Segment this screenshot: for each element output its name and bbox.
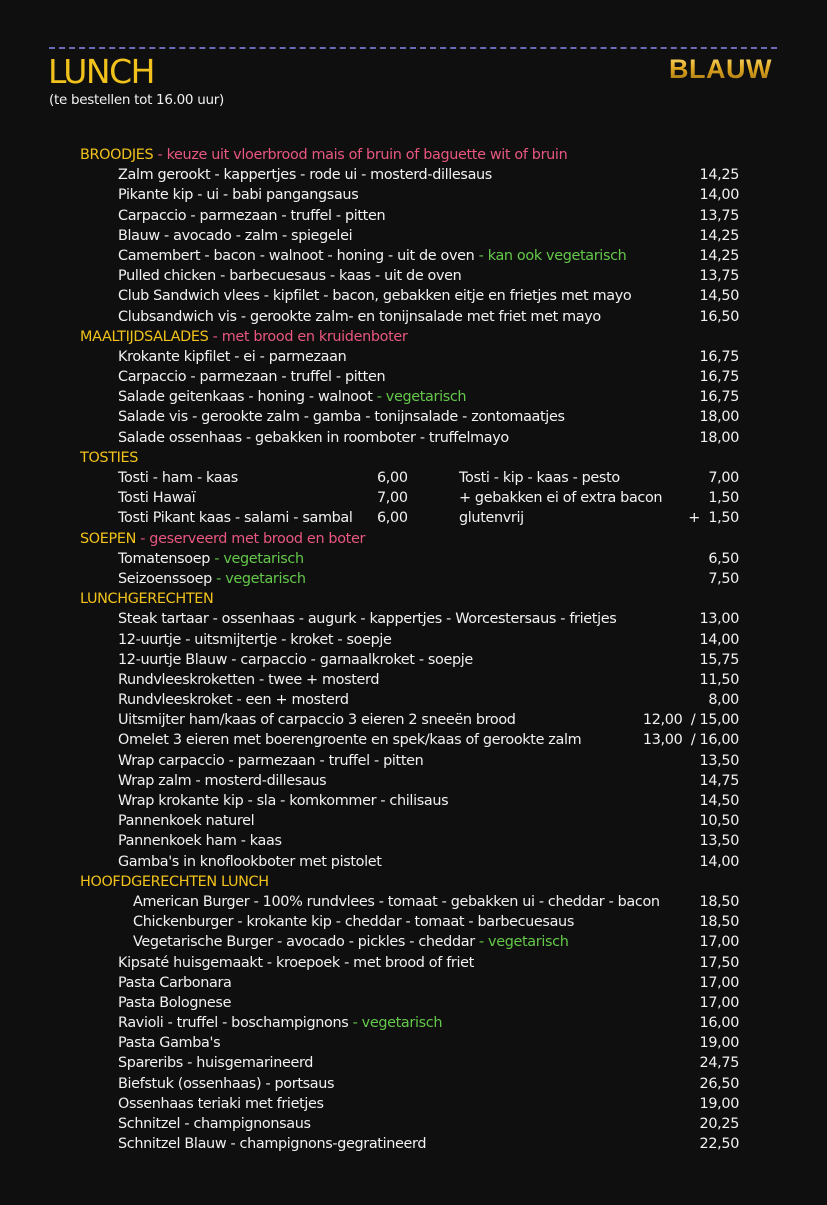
item-name: Rundvleeskroket - een + mosterd [118, 692, 349, 709]
menu-item [0, 630, 827, 650]
tosti-row [0, 468, 827, 488]
menu-item [0, 852, 827, 872]
item-price: 16,50 [699, 308, 739, 325]
category-lunchgerechten [0, 589, 827, 609]
item-name: Tomatensoep [118, 550, 211, 567]
item-name: Biefstuk (ossenhaas) - portsaus [118, 1075, 335, 1092]
item-name: Pasta Bolognese [118, 994, 232, 1011]
tosti-row [0, 488, 827, 508]
item-price: 26,50 [699, 1075, 739, 1092]
page-title: LUNCH [48, 52, 154, 91]
item-name: Carpaccio - parmezaan - truffel - pitten [118, 207, 386, 224]
menu-item [0, 1094, 827, 1114]
vegetarian-note: - vegetarisch [210, 550, 304, 567]
category-hoofdgerechten [0, 872, 827, 892]
item-name: Schnitzel - champignonsaus [118, 1116, 311, 1132]
item-name: Wrap krokante kip - sla - komkommer - chilisaus [118, 793, 449, 809]
item-name: Schnitzel Blauw - champignons-gegratineerd [118, 1136, 427, 1153]
item-name: Tosti Pikant kaas - salami - sambal [118, 510, 353, 527]
item-name: Seizoenssoep [118, 570, 212, 587]
menu-item [0, 387, 827, 407]
item-price: 22,50 [699, 1136, 739, 1153]
item-price: 17,00 [699, 974, 739, 991]
item-price: 15,75 [699, 651, 739, 668]
item-name: Pasta Gamba's [118, 1035, 221, 1052]
category-name: HOOFDGERECHTEN LUNCH [80, 873, 269, 890]
item-price: 8,00 [708, 692, 739, 709]
item-name: 12-uurtje - uitsmijtertje - kroket - soepje [118, 631, 392, 648]
category-maaltijdsalades [0, 327, 827, 347]
item-price: 18,50 [699, 914, 739, 931]
menu-item [0, 185, 827, 205]
menu-item [0, 730, 827, 750]
category-note: - geserveerd met brood en boter [136, 530, 366, 547]
item-price: 13,00 [699, 611, 739, 628]
item-price: 7,00 [377, 490, 408, 507]
menu-item [0, 569, 827, 589]
menu-item [0, 307, 827, 327]
menu-item [0, 266, 827, 286]
menu-item [0, 831, 827, 851]
menu-item [0, 407, 827, 427]
item-name: Club Sandwich vlees - kipfilet - bacon, gebakken eitje en frietjes met mayo [118, 288, 632, 305]
header-dashed-line [49, 47, 777, 49]
item-price: 16,75 [699, 348, 739, 365]
item-name: Kipsaté huisgemaakt - kroepoek - met brood of friet [118, 954, 474, 971]
menu-item [0, 1053, 827, 1073]
item-price: 19,00 [699, 1095, 739, 1112]
menu-item [0, 609, 827, 629]
item-price: + 1,50 [688, 510, 739, 527]
item-price: 14,00 [699, 853, 739, 870]
item-price: 13,50 [699, 752, 739, 769]
item-name: Clubsandwich vis - gerookte zalm- en tonijnsalade met friet met mayo [118, 308, 601, 325]
item-name: Tosti - kip - kaas - pesto [459, 470, 620, 486]
item-price: 18,00 [699, 409, 739, 426]
item-name: Blauw - avocado - zalm - spiegelei [118, 227, 353, 244]
item-price: 16,00 [699, 1015, 739, 1032]
category-name: LUNCHGERECHTEN [80, 591, 214, 608]
item-price: 10,50 [699, 813, 739, 830]
item-name: Pasta Carbonara [118, 974, 232, 991]
item-name: Rundvleeskroketten - twee + mosterd [118, 671, 380, 688]
item-price: 13,50 [699, 833, 739, 850]
item-price: 7,50 [708, 570, 739, 587]
menu-item [0, 1074, 827, 1094]
item-price: 14,25 [699, 167, 739, 184]
item-price: 11,50 [699, 671, 739, 688]
item-name: Salade vis - gerookte zalm - gamba - tonijnsalade - zontomaatjes [118, 409, 565, 426]
menu-item [0, 286, 827, 306]
item-price: 14,00 [699, 631, 739, 648]
item-price: 14,75 [699, 772, 739, 789]
category-broodjes [0, 145, 827, 165]
menu-item [0, 751, 827, 771]
item-name: Pulled chicken - barbecuesaus - kaas - uit de oven [118, 268, 462, 285]
menu-item [0, 973, 827, 993]
category-note: - met brood en kruidenboter [208, 328, 408, 345]
item-price: 14,25 [699, 247, 739, 264]
menu-item [0, 993, 827, 1013]
item-price: 14,25 [699, 227, 739, 244]
item-name: Salade geitenkaas - honing - walnoot [118, 389, 373, 406]
menu-item [0, 1114, 827, 1134]
vegetarian-note: - vegetarisch [211, 570, 306, 587]
menu-item [0, 1134, 827, 1154]
item-name: + gebakken ei of extra bacon [459, 490, 663, 507]
menu-item [0, 428, 827, 448]
item-name: Tosti Hawaï [118, 490, 196, 507]
item-price: 17,50 [699, 954, 739, 971]
menu-item [0, 690, 827, 710]
item-name: Tosti - ham - kaas [118, 470, 238, 486]
item-price: 6,00 [377, 470, 408, 486]
lunch-menu [0, 145, 827, 1154]
category-name: SOEPEN [80, 530, 136, 547]
category-name: BROODJES [80, 147, 154, 163]
menu-item [0, 206, 827, 226]
vegetarian-note: - vegetarisch [474, 934, 569, 951]
item-name: American Burger - 100% rundvlees - tomaat - gebakken ui - cheddar - bacon [133, 893, 660, 910]
item-price: 14,00 [699, 187, 739, 204]
item-name: Pannenkoek naturel [118, 813, 255, 830]
item-price: 14,50 [699, 288, 739, 305]
item-price: 6,00 [377, 510, 408, 527]
item-name: glutenvrij [459, 510, 524, 527]
item-name: Gamba's in knoflookboter met pistolet [118, 853, 382, 870]
vegetarian-note: - vegetarisch [372, 389, 467, 406]
menu-item [0, 811, 827, 831]
item-price: 18,50 [699, 893, 739, 910]
item-price: 17,00 [699, 934, 739, 951]
item-name: Krokante kipfilet - ei - parmezaan [118, 348, 347, 365]
menu-item [0, 549, 827, 569]
item-name: Uitsmijter ham/kaas of carpaccio 3 eieren 2 sneeën brood [118, 712, 516, 729]
page-subtitle: (te bestellen tot 16.00 uur) [49, 92, 224, 108]
item-name: Wrap zalm - mosterd-dillesaus [118, 772, 327, 789]
menu-item [0, 710, 827, 730]
menu-item [0, 165, 827, 185]
menu-item [0, 892, 827, 912]
item-price: 13,75 [699, 207, 739, 224]
vegetarian-note: - vegetarisch [348, 1015, 443, 1032]
item-price: 13,00 / 16,00 [642, 732, 739, 749]
item-name: Steak tartaar - ossenhaas - augurk - kappertjes - Worcestersaus - frietjes [118, 611, 617, 628]
menu-item [0, 1013, 827, 1033]
menu-item [0, 1033, 827, 1053]
item-price: 7,00 [708, 470, 739, 486]
menu-item [0, 670, 827, 690]
item-name: Camembert - bacon - walnoot - honing - uit de oven [118, 247, 475, 264]
category-note: - keuze uit vloerbrood mais of bruin of baguette wit of bruin [153, 147, 568, 163]
vegetarian-note: - kan ook vegetarisch [474, 247, 627, 264]
menu-item [0, 226, 827, 246]
item-price: 12,00 / 15,00 [642, 712, 739, 729]
menu-item [0, 771, 827, 791]
menu-item [0, 791, 827, 811]
item-name: Omelet 3 eieren met boerengroente en spek/kaas of gerookte zalm [118, 732, 582, 749]
menu-item [0, 953, 827, 973]
item-price: 6,50 [708, 550, 739, 567]
item-name: Ravioli - truffel - boschampignons [118, 1015, 349, 1032]
category-soepen [0, 529, 827, 549]
item-price: 14,50 [699, 793, 739, 809]
item-name: Salade ossenhaas - gebakken in roomboter - truffelmayo [118, 429, 509, 446]
item-price: 17,00 [699, 994, 739, 1011]
item-name: Spareribs - huisgemarineerd [118, 1055, 314, 1072]
menu-item [0, 367, 827, 387]
item-name: Wrap carpaccio - parmezaan - truffel - pitten [118, 752, 424, 769]
item-price: 13,75 [699, 268, 739, 285]
item-price: 1,50 [708, 490, 739, 507]
item-name: Carpaccio - parmezaan - truffel - pitten [118, 369, 386, 386]
category-name: TOSTIES [80, 449, 139, 466]
item-price: 20,25 [699, 1116, 739, 1132]
menu-item [0, 650, 827, 670]
item-name: 12-uurtje Blauw - carpaccio - garnaalkroket - soepje [118, 651, 473, 668]
menu-item [0, 912, 827, 932]
category-name: MAALTIJDSALADES [80, 328, 209, 345]
item-name: Zalm gerookt - kappertjes - rode ui - mosterd-dillesaus [118, 167, 492, 184]
item-price: 16,75 [699, 369, 739, 386]
item-price: 16,75 [699, 389, 739, 406]
item-name: Vegetarische Burger - avocado - pickles - cheddar [133, 934, 475, 951]
menu-item [0, 347, 827, 367]
item-price: 18,00 [699, 429, 739, 446]
tosti-row [0, 508, 827, 528]
brand-logo: BLAUW [669, 54, 772, 84]
menu-item [0, 246, 827, 266]
item-name: Chickenburger - krokante kip - cheddar - tomaat - barbecuesaus [133, 914, 574, 931]
category-tosties [0, 448, 827, 468]
item-name: Pikante kip - ui - babi pangangsaus [118, 187, 359, 204]
menu-item [0, 932, 827, 952]
item-name: Ossenhaas teriaki met frietjes [118, 1095, 324, 1112]
item-price: 24,75 [699, 1055, 739, 1072]
item-name: Pannenkoek ham - kaas [118, 833, 282, 850]
item-price: 19,00 [699, 1035, 739, 1052]
